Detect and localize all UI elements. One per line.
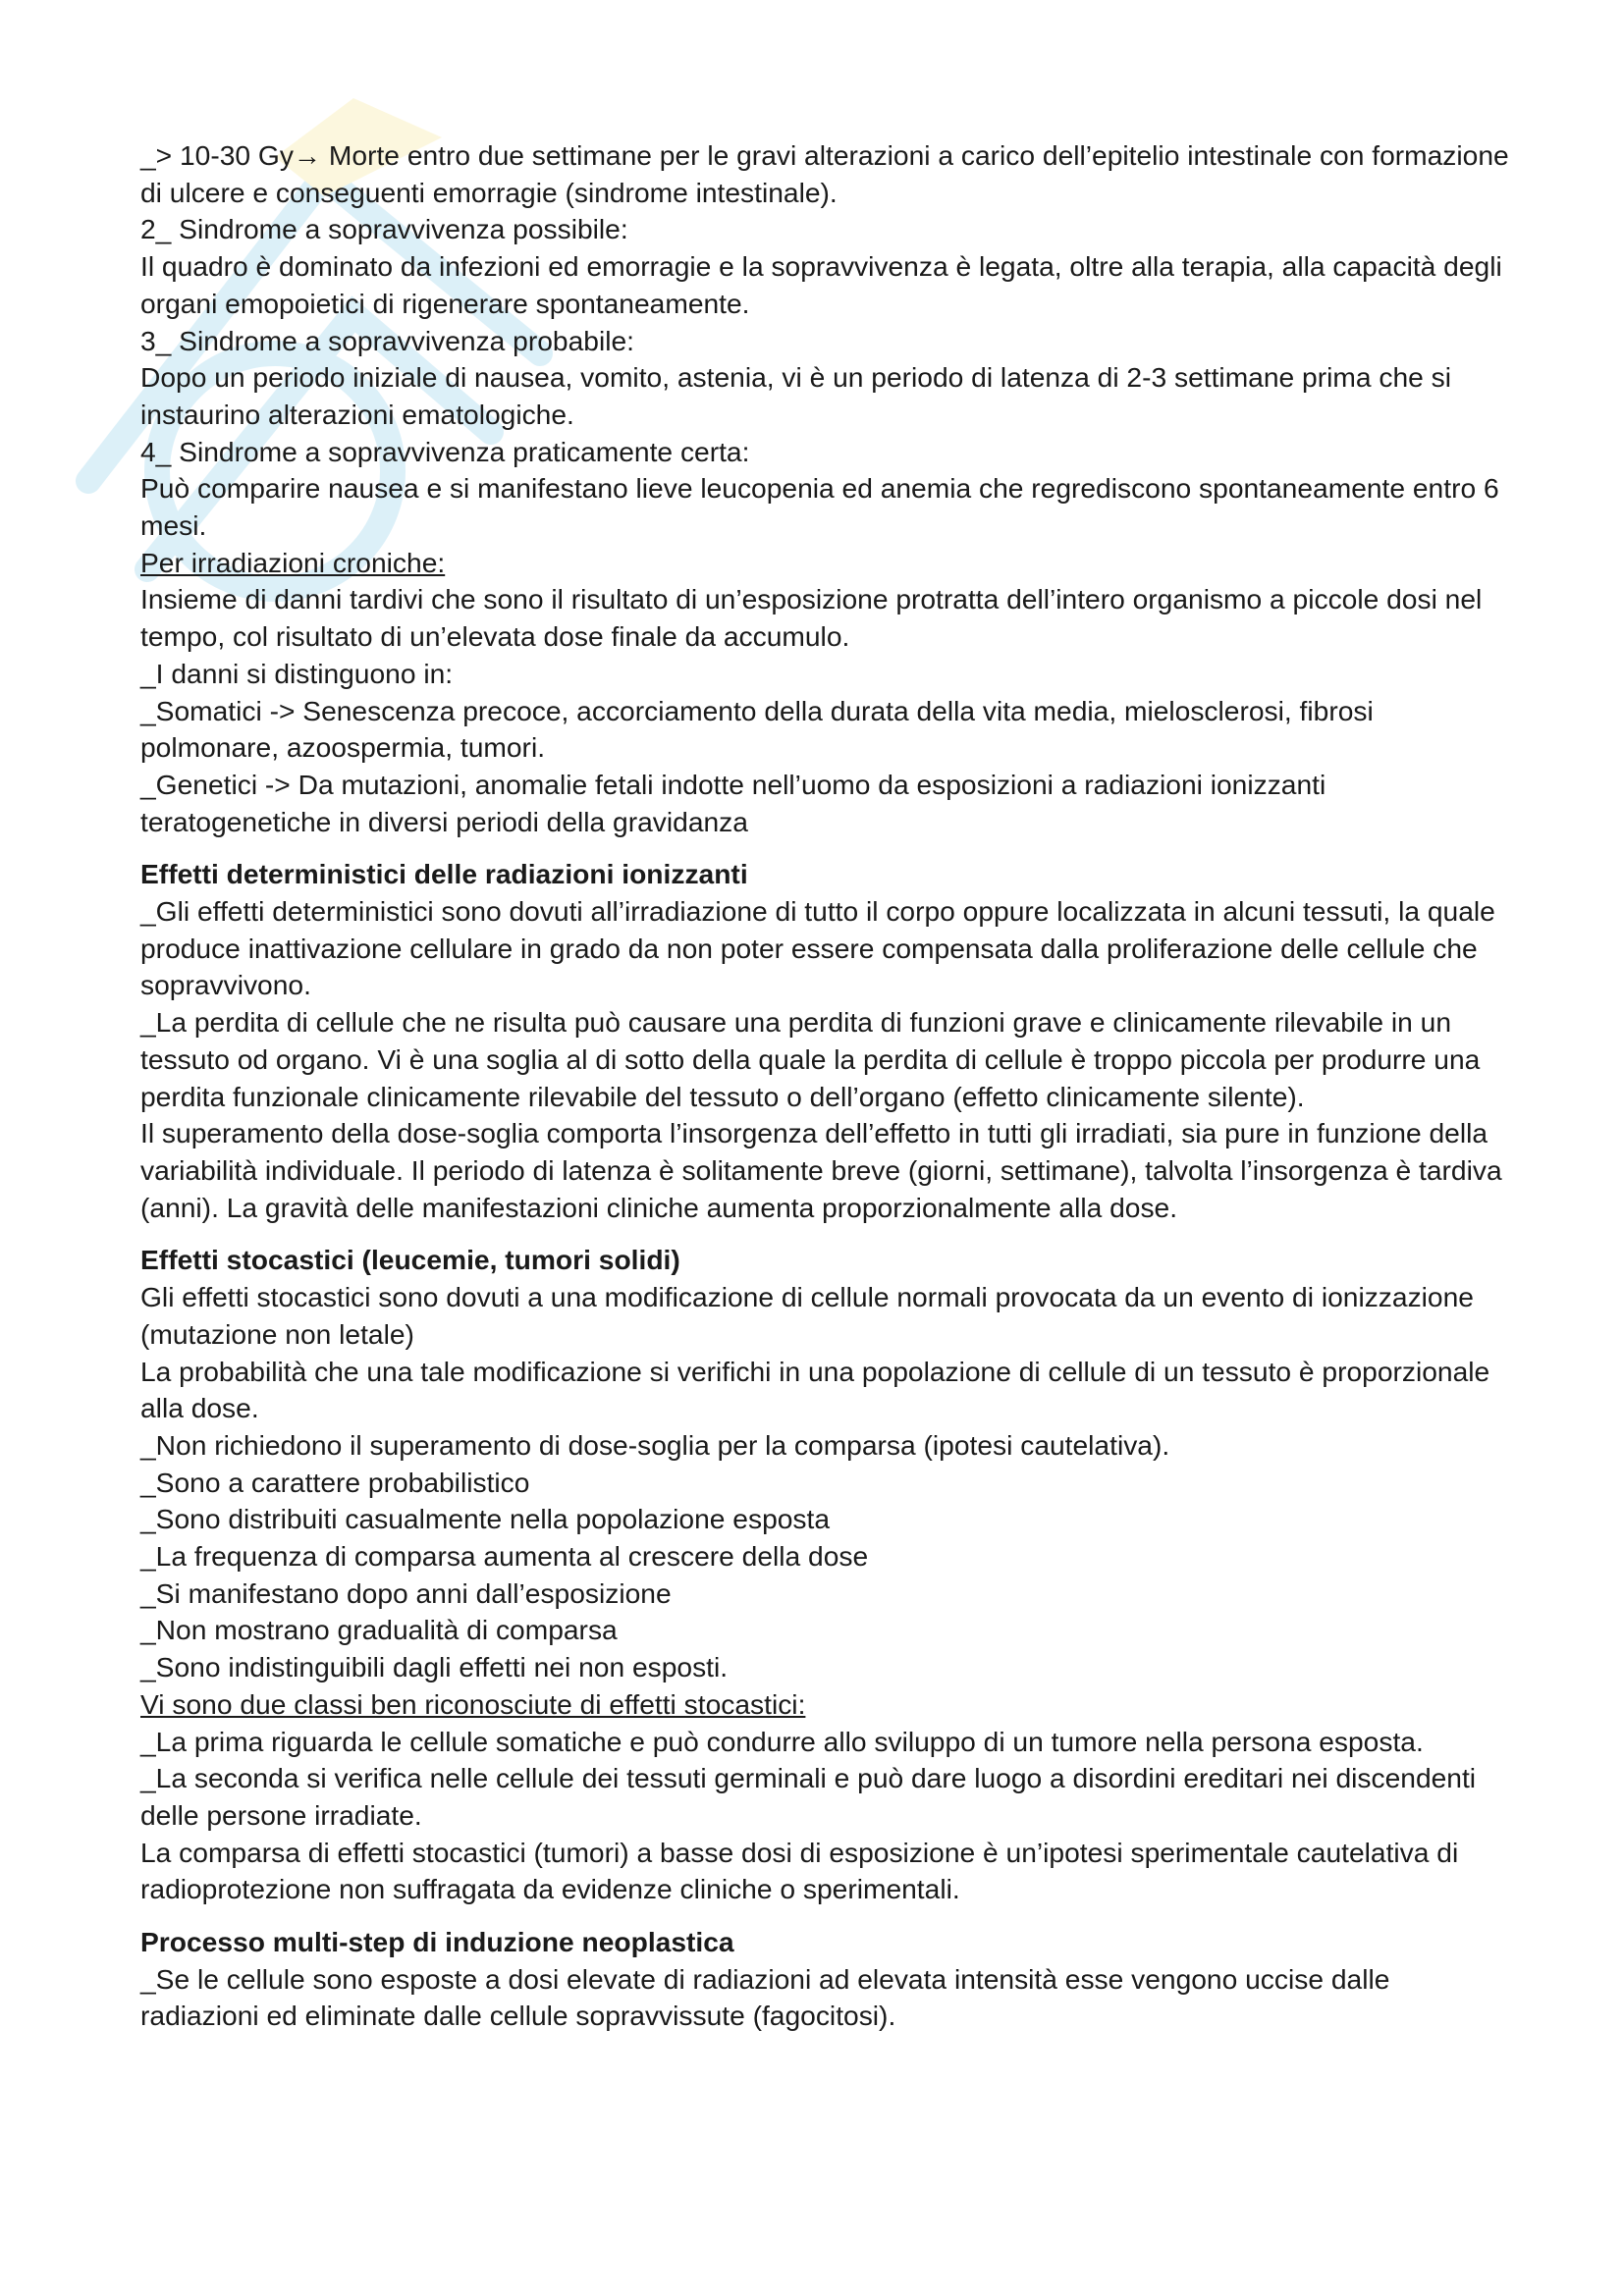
multistep-section — [140, 1924, 1515, 2035]
paragraph: _> 10-30 Gy→ Morte entro due settimane per le gravi alterazioni a carico dell’epitelio intestinale con formazione di ulcere e conseguenti emorragie (sindrome intestinale). — [140, 139, 1509, 208]
paragraph: _Somatici -> Senescenza precoce, accorciamento della durata della vita media, mielosclerosi, fibrosi polmonare, azoospermia, tumori. — [140, 694, 1374, 764]
paragraph: _La prima riguarda le cellule somatiche e può condurre allo sviluppo di un tumore nella persona esposta. — [140, 1725, 1424, 1757]
list-item: _Sono distribuiti casualmente nella popolazione esposta — [140, 1503, 831, 1535]
multistep-heading: Processo multi-step di induzione neoplastica — [140, 1926, 734, 1958]
deterministic-section — [140, 856, 1515, 1226]
paragraph: _I danni si distinguono in: — [140, 657, 454, 689]
list-item: _Si manifestano dopo anni dall’esposizione — [140, 1576, 672, 1609]
paragraph: 4_ Sindrome a sopravvivenza praticamente certa: — [140, 435, 750, 467]
paragraph: Insieme di danni tardivi che sono il risultato di un’esposizione protratta dell’intero organismo a piccole dosi nel tempo, col risultato di un’elevata dose finale da accumulo. — [140, 583, 1483, 653]
stochastic-classes-heading: Vi sono due classi ben riconosciute di effetti stocastici: — [140, 1687, 806, 1720]
chronic-section — [140, 545, 1515, 841]
paragraph: Il quadro è dominato da infezioni ed emorragie e la sopravvivenza è legata, oltre alla terapia, alla capacità degli organi emopoietici di rigenerare spontaneamente. — [140, 250, 1502, 319]
paragraph: _La seconda si verifica nelle cellule dei tessuti germinali e può dare luogo a disordini ereditari nei discendenti delle persone irradiate. — [140, 1762, 1477, 1831]
paragraph: Il superamento della dose-soglia comporta l’insorgenza dell’effetto in tutti gli irradiati, sia pure in funzione della variabilità individuale. Il periodo di latenza è solitamente breve (giorni, settimane), talvolta l’insorgenza è tardiva (anni). La gravità delle manifestazioni cliniche aumenta proporzionalmente alla dose. — [140, 1117, 1502, 1223]
list-item: _Sono a carattere probabilistico — [140, 1466, 530, 1498]
paragraph: _Genetici -> Da mutazioni, anomalie fetali indotte nell’uomo da esposizioni a radiazioni ionizzanti teratogenetiche in diversi periodi della gravidanza — [140, 768, 1326, 837]
paragraph: La probabilità che una tale modificazione si verifichi in una popolazione di cellule di un tessuto è proporzionale alla dose. — [140, 1355, 1490, 1424]
paragraph: Può comparire nausea e si manifestano lieve leucopenia ed anemia che regrediscono spontaneamente entro 6 mesi. — [140, 472, 1499, 542]
paragraph: Dopo un periodo iniziale di nausea, vomito, astenia, vi è un periodo di latenza di 2-3 settimane prima che si instaurino alterazioni ematologiche. — [140, 361, 1451, 430]
stochastic-heading: Effetti stocastici (leucemie, tumori solidi) — [140, 1244, 680, 1276]
list-item: _Sono indistinguibili dagli effetti nei non esposti. — [140, 1651, 729, 1683]
paragraph: La comparsa di effetti stocastici (tumori) a basse dosi di esposizione è un’ipotesi sperimentale cautelativa di radioprotezione non suffragata da evidenze cliniche o sperimentali. — [140, 1836, 1459, 1905]
paragraph: Gli effetti stocastici sono dovuti a una modificazione di cellule normali provocata da un evento di ionizzazione (mutazione non letale) — [140, 1281, 1474, 1350]
list-item: _Non richiedono il superamento di dose-soglia per la comparsa (ipotesi cautelativa). — [140, 1428, 1170, 1461]
chronic-heading: Per irradiazioni croniche: — [140, 546, 446, 578]
paragraph: 3_ Sindrome a sopravvivenza probabile: — [140, 324, 634, 356]
deterministic-heading: Effetti deterministici delle radiazioni ionizzanti — [140, 858, 748, 890]
document-page — [140, 137, 1515, 2035]
paragraph: _La perdita di cellule che ne risulta può causare una perdita di funzioni grave e clinicamente rilevabile in un tessuto od organo. Vi è una soglia al di sotto della quale la perdita di cellule è troppo piccola per produrre una perdita funzionale clinicamente rilevabile del tessuto o dell’organo (effetto clinicamente silente). — [140, 1006, 1481, 1112]
list-item: _Non mostrano gradualità di comparsa — [140, 1614, 618, 1646]
paragraph: _Gli effetti deterministici sono dovuti all’irradiazione di tutto il corpo oppure localizzata in alcuni tessuti, la quale produce inattivazione cellulare in grado da non poter essere compensata dalla proliferazione delle cellule che sopravvivono. — [140, 895, 1495, 1001]
paragraph: 2_ Sindrome a sopravvivenza possibile: — [140, 213, 628, 245]
paragraph: _Se le cellule sono esposte a dosi elevate di radiazioni ad elevata intensità esse vengono uccise dalle radiazioni ed eliminate dalle cellule sopravvissute (fagocitosi). — [140, 1962, 1390, 2032]
intro-section — [140, 137, 1515, 545]
stochastic-section — [140, 1242, 1515, 1908]
list-item: _La frequenza di comparsa aumenta al crescere della dose — [140, 1540, 869, 1573]
